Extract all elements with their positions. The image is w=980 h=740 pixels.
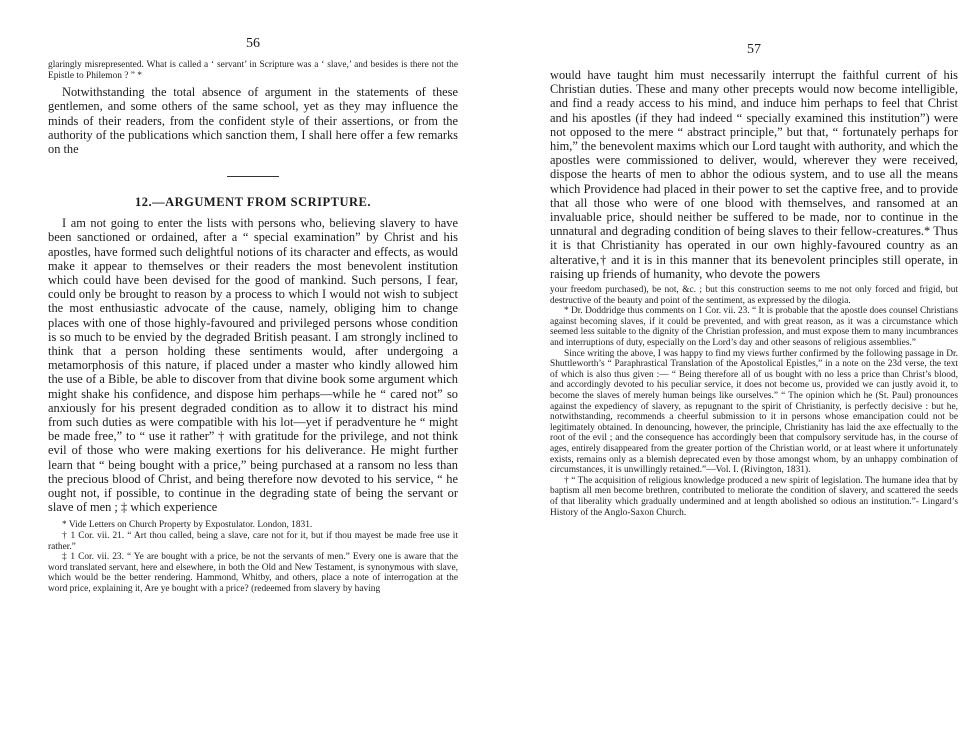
section-heading: 12.—ARGUMENT FROM SCRIPTURE. (135, 195, 371, 210)
footnote-lingard: † “ The acquisition of religious knowledge produced a new spirit of legislation. The humane idea that by baptism all men become brethren, contributed to meliorate the condition of slavery, and scattered the seeds of that liberality which gradually undermined and at length abolished so odious an institution.”- Lingard’s History of the Anglo-Saxon Church. (550, 475, 958, 518)
top-footnote-continuation: glaringly misrepresented. What is called a ‘ servant’ in Scripture was a ‘ slave,’ and besides is there not the Epistle to Philemon ? ” * (48, 60, 458, 81)
footnote-dagger: † 1 Cor. vii. 21. “ Art thou called, being a slave, care not for it, but if thou mayest be made free use it rather.” (48, 531, 458, 552)
paragraph-argument: I am not going to enter the lists with persons who, believing slavery to have been sanctioned or ordained, after a “ special examination” by Christ and his apostles, have formed such delightful notions of its character and effects, as would make it appear to themselves or their readers the most benevolent institution which could have been devised for the good of mankind. Such persons, I fear, could only be brought to reason by a process to which I would not wish to subject the most enthusiastic advocate of the cause, namely, obliging him to change places with one of those highly-favoured and privileged persons whose condition is so much to be envied by the degraded British peasant. I am strongly inclined to think that a person holding these sentiments would, after undergoing a metamorphosis of this nature, if placed under a master who kindly allowed him the use of a Bible, be able to discover from that divine book some argument which might shake his confidence, and dispose him perhaps—while he “ cared not” so anxiously for his present degraded condition as to allow it to distract his mind from such duties as were compatible with his lot—yet if peradventure he “ might be made free,” to “ use it rather” † with gratitude for the privilege, and not think evil of those who were making exertions for his deliverance. He might further learn that “ being bought with a price,” being purchased at a ransom no less than the precious blood of Christ, and being therefore now devoted to his service, “ he ought not, if possible, to continue in the degrading state of being the servant or slave of men ; ‡ which experience (48, 216, 458, 515)
page-number-left: 56 (246, 36, 260, 51)
section-divider (227, 176, 279, 177)
paragraph-notwithstanding: Notwithstanding the total absence of argument in the statements of these gentlemen, and some others of the same school, yet as they may influence the minds of their readers, from the confident style of their assertions, or from the authority of the publications which sanction them, I shall here offer a few remarks on the (48, 85, 458, 156)
footnote-doddridge: * Dr. Doddridge thus comments on 1 Cor. vii. 23. “ It is probable that the apostle does counsel Christians against becoming slaves, if it could be prevented, and with great reason, as it was a circumstance which seemed less suitable to the dignity of the Christian profession, and must expose them to many incumbrances and interruptions of duty, especially on the Lord’s day and other seasons of religious assemblies.” (550, 306, 958, 349)
footnote-star: * Vide Letters on Church Property by Expostulator. London, 1831. (62, 520, 313, 531)
left-page (48, 0, 458, 740)
footnote-double-dagger: ‡ 1 Cor. vii. 23. “ Ye are bought with a price, be not the servants of men.” Every one is aware that the word translated servant, here and elsewhere, in both the Old and New Testament, is synonymous with slave, which would be the better rendering. Hammond, Whitby, and others, place a note of interrogation at the word price, explaining it, Are ye bought with a price? (redeemed from slavery by having (48, 552, 458, 595)
right-page (550, 0, 958, 740)
footnote-shuttleworth: Since writing the above, I was happy to find my views further confirmed by the following passage in Dr. Shuttleworth’s “ Paraphrastical Translation of the Apostolical Epistles,” in a note on the 23d verse, the text of which is also thus given :— “ Being therefore all of us bought with no less a price than Christ’s blood, and accordingly devoted to his peculiar service, it does not become us, provided we can justly avoid it, to become the slaves of merely human beings like ourselves.” “ The opinion which he (St. Paul) pronounces against the expediency of slavery, as repugnant to the spirit of Christianity, is perfectly decisive : but he, notwithstanding, recommends a cheerful submission to it in persons whose emancipation could not be legitimately obtained. In denouncing, however, the principle, Christianity has laid the axe effectually to the root of the evil ; and the consequence has accordingly been that compulsory servitude has, in the course of ages, entirely disappeared from the greater portion of the Christian world, or at least where it unfortunately exists, remains only as a blemish deprecated even by those amongst whom, by an unhappy combination of circumstances, it is unwillingly retained.”—Vol. I. (Rivington, 1831). (550, 348, 958, 476)
paragraph-would-have-taught: would have taught him must necessarily interrupt the faithful current of his Christian duties. These and many other precepts would now become intelligible, and find a ready access to his mind, and induce him perhaps to feel that Christ and his apostles (if they had indeed “ specially examined this institution”) were not opposed to the mere “ abstract principle,” but that, “ fortunately perhaps for him,” the benevolent maxims which our Lord taught with authority, and which the apostles were commissioned to deliver, would, wherever they were received, dispose the hearts of men to abhor the odious system, and to use all the means which Providence had placed in their power to set the captive free, and to provide that all those who were of one blood with themselves, and ransomed at an invaluable price, should neither be suffered to be made, nor to continue in the unnatural and degrading condition of being slaves to their fellow-creatures.* Thus it is that Christianity has operated in our own highly-favoured country as an alterative,† and it is in this manner that its benevolent principles still operate, in raising up friends of humanity, who devote the powers (550, 68, 958, 281)
page-number-right: 57 (747, 42, 761, 57)
footnote-continuation: your freedom purchased), be not, &c. ; but this construction seems to me not only forced and frigid, but destructive of the beauty and point of the sentiment, as expressed by the dilogia. (550, 285, 958, 306)
